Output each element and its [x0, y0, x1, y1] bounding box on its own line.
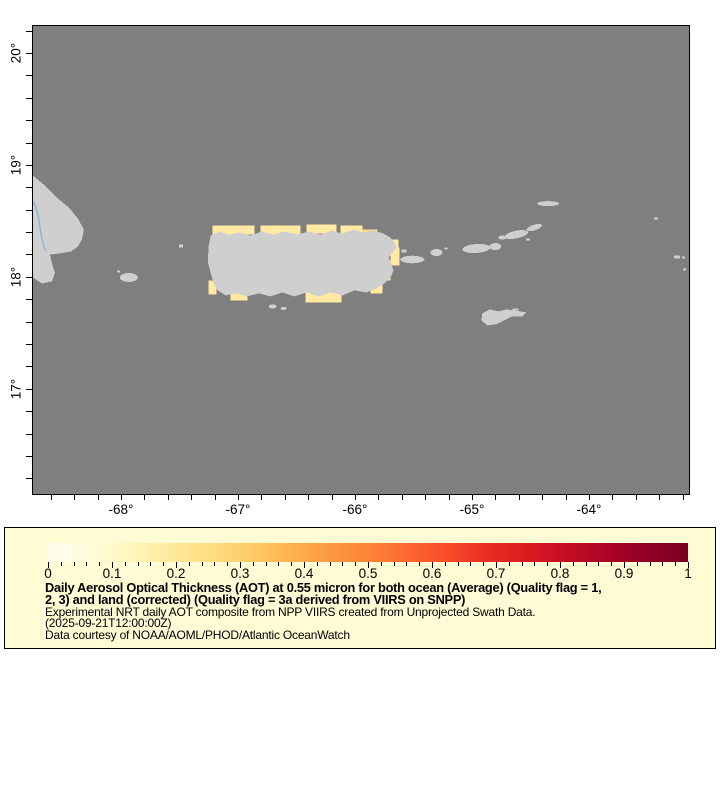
colorbar-minor-tick	[291, 562, 292, 566]
colorbar-minor-tick	[330, 562, 331, 566]
peter-island-islet	[526, 239, 530, 241]
colorbar-minor-tick	[394, 562, 395, 566]
y-axis-tick-label: 19°	[8, 154, 24, 176]
colorbar-minor-tick	[675, 562, 676, 566]
south-coast-islet	[281, 307, 287, 310]
x-axis-tick-label: -66°	[342, 502, 368, 517]
x-axis-tick	[402, 494, 403, 500]
y-axis-tick	[26, 299, 32, 300]
x-axis-tick	[308, 494, 309, 500]
y-axis-tick	[26, 344, 32, 345]
colorbar-minor-tick	[125, 562, 126, 566]
st-john-island	[489, 243, 501, 250]
y-axis-tick	[26, 210, 32, 211]
y-axis-tick	[26, 478, 32, 479]
islet-speck	[674, 256, 680, 259]
colorbar-minor-tick	[611, 562, 612, 566]
y-axis-tick	[26, 434, 32, 435]
x-axis-tick	[168, 494, 169, 500]
colorbar-tick-label: 0.5	[358, 566, 378, 581]
x-axis-tick-label: -68°	[108, 502, 134, 517]
x-axis-tick	[121, 494, 122, 500]
islet-speck	[682, 257, 685, 259]
colorbar-minor-tick	[189, 562, 190, 566]
y-axis-tick	[26, 143, 32, 144]
colorbar-minor-tick	[483, 562, 484, 566]
caption-block	[45, 582, 705, 642]
y-axis-tick	[26, 232, 32, 233]
colorbar-minor-tick	[406, 562, 407, 566]
y-axis-tick	[26, 456, 32, 457]
y-axis-tick	[26, 98, 32, 99]
vieques-island	[400, 256, 424, 264]
x-axis-tick	[51, 494, 52, 500]
colorbar-tick-label: 1	[684, 566, 692, 581]
x-axis-tick	[612, 494, 613, 500]
colorbar-tick-label: 0.9	[614, 566, 634, 581]
x-axis-tick	[659, 494, 660, 500]
caption-credit: Data courtesy of NOAA/AOML/PHOD/Atlantic OceanWatch	[45, 628, 350, 642]
colorbar-minor-tick	[253, 562, 254, 566]
x-axis-tick	[636, 494, 637, 500]
map-plot-area	[32, 25, 690, 495]
colorbar-minor-tick	[381, 562, 382, 566]
y-axis-tick	[26, 165, 32, 166]
colorbar-minor-tick	[534, 562, 535, 566]
map-canvas	[33, 26, 689, 494]
colorbar-tick-label: 0.3	[230, 566, 250, 581]
colorbar-minor-tick	[317, 562, 318, 566]
colorbar-tick-label: 0.8	[550, 566, 570, 581]
y-axis-tick	[26, 31, 32, 32]
x-axis-tick	[425, 494, 426, 500]
x-axis-tick	[589, 494, 590, 500]
colorbar-minor-tick	[150, 562, 151, 566]
islet-speck	[654, 218, 658, 220]
x-axis-tick	[261, 494, 262, 500]
colorbar-minor-tick	[266, 562, 267, 566]
y-axis-tick	[26, 53, 32, 54]
virgin-gorda-island	[526, 222, 543, 232]
y-axis-tick-label: 20°	[8, 42, 24, 64]
desecheo-island	[179, 245, 183, 248]
colorbar-minor-tick	[214, 562, 215, 566]
y-axis-tick	[26, 254, 32, 255]
colorbar-tick-label: 0	[44, 566, 52, 581]
colorbar-minor-tick	[419, 562, 420, 566]
colorbar-minor-tick	[637, 562, 638, 566]
x-axis-tick	[355, 494, 356, 500]
caja-de-muertos-islet	[269, 304, 277, 308]
colorbar-minor-tick	[61, 562, 62, 566]
x-axis-tick	[542, 494, 543, 500]
y-axis-tick	[26, 389, 32, 390]
y-axis-tick	[26, 322, 32, 323]
landmasses	[33, 176, 686, 326]
tortola-island	[504, 228, 529, 240]
colorbar-tick-label: 0.6	[422, 566, 442, 581]
puerto-rico-landmass	[208, 230, 397, 297]
x-axis-tick	[191, 494, 192, 500]
st-croix-island	[481, 309, 526, 325]
colorbar-minor-tick	[138, 562, 139, 566]
x-axis-tick-label: -64°	[576, 502, 602, 517]
colorbar-minor-tick	[650, 562, 651, 566]
colorbar-minor-tick	[278, 562, 279, 566]
colorbar-minor-tick	[163, 562, 164, 566]
x-axis-tick	[378, 494, 379, 500]
x-axis-tick	[144, 494, 145, 500]
colorbar-gradient	[48, 543, 688, 562]
x-axis-tick	[472, 494, 473, 500]
x-axis-tick-label: -65°	[459, 502, 485, 517]
culebrita-islet	[444, 248, 447, 250]
buck-islet	[512, 308, 518, 310]
x-axis-tick	[449, 494, 450, 500]
x-axis-tick	[332, 494, 333, 500]
y-axis-tick	[26, 366, 32, 367]
colorbar-minor-tick	[74, 562, 75, 566]
colorbar-minor-tick	[86, 562, 87, 566]
x-axis-tick	[98, 494, 99, 500]
x-axis-tick	[238, 494, 239, 500]
colorbar-minor-tick	[662, 562, 663, 566]
colorbar-minor-tick	[470, 562, 471, 566]
colorbar-minor-tick	[586, 562, 587, 566]
y-axis-tick-label: 18°	[8, 266, 24, 288]
x-axis-tick	[285, 494, 286, 500]
monito-islet	[117, 270, 120, 272]
x-axis-tick	[683, 494, 684, 500]
x-axis-tick	[74, 494, 75, 500]
y-axis-tick-label: 17°	[8, 378, 24, 399]
x-axis-tick-label: -67°	[225, 502, 251, 517]
y-axis-tick	[26, 75, 32, 76]
islet-speck	[683, 268, 686, 270]
caption-title-line-2: 2, 3) and land (corrected) (Quality flag = 3a derived from VIIRS on SNPP)	[45, 592, 466, 608]
caption-title-line-1: Daily Aerosol Optical Thickness (AOT) at 0.55 micron for both ocean (Average) (Quality flag = 1,	[45, 580, 602, 595]
y-axis-tick	[26, 120, 32, 121]
x-axis-tick	[566, 494, 567, 500]
colorbar-minor-tick	[522, 562, 523, 566]
colorbar-minor-tick	[458, 562, 459, 566]
colorbar-minor-tick	[342, 562, 343, 566]
colorbar-minor-tick	[227, 562, 228, 566]
anegada-island	[537, 201, 559, 206]
colorbar-minor-tick	[99, 562, 100, 566]
colorbar-minor-tick	[509, 562, 510, 566]
x-axis-tick	[519, 494, 520, 500]
colorbar-minor-tick	[598, 562, 599, 566]
colorbar-tick-label: 0.4	[294, 566, 314, 581]
colorbar-minor-tick	[355, 562, 356, 566]
colorbar-minor-tick	[547, 562, 548, 566]
colorbar-tick-label: 0.2	[166, 566, 186, 581]
culebra-island	[430, 249, 442, 256]
colorbar-tick-label: 0.7	[486, 566, 506, 581]
caption-description: Experimental NRT daily AOT composite from NPP VIIRS created from Unprojected Swath Data.	[45, 604, 536, 619]
colorbar-minor-tick	[202, 562, 203, 566]
y-axis-tick	[26, 277, 32, 278]
x-axis-tick	[215, 494, 216, 500]
mona-island	[120, 273, 138, 282]
x-axis-tick	[495, 494, 496, 500]
colorbar-minor-tick	[573, 562, 574, 566]
east-tip-islet	[401, 250, 406, 253]
st-thomas-island	[462, 243, 491, 254]
caption-timestamp: (2025-09-21T12:00:00Z)	[45, 616, 172, 631]
colorbar-minor-tick	[445, 562, 446, 566]
y-axis-tick	[26, 411, 32, 412]
y-axis-tick	[26, 187, 32, 188]
colorbar-tick-label: 0.1	[102, 566, 122, 581]
